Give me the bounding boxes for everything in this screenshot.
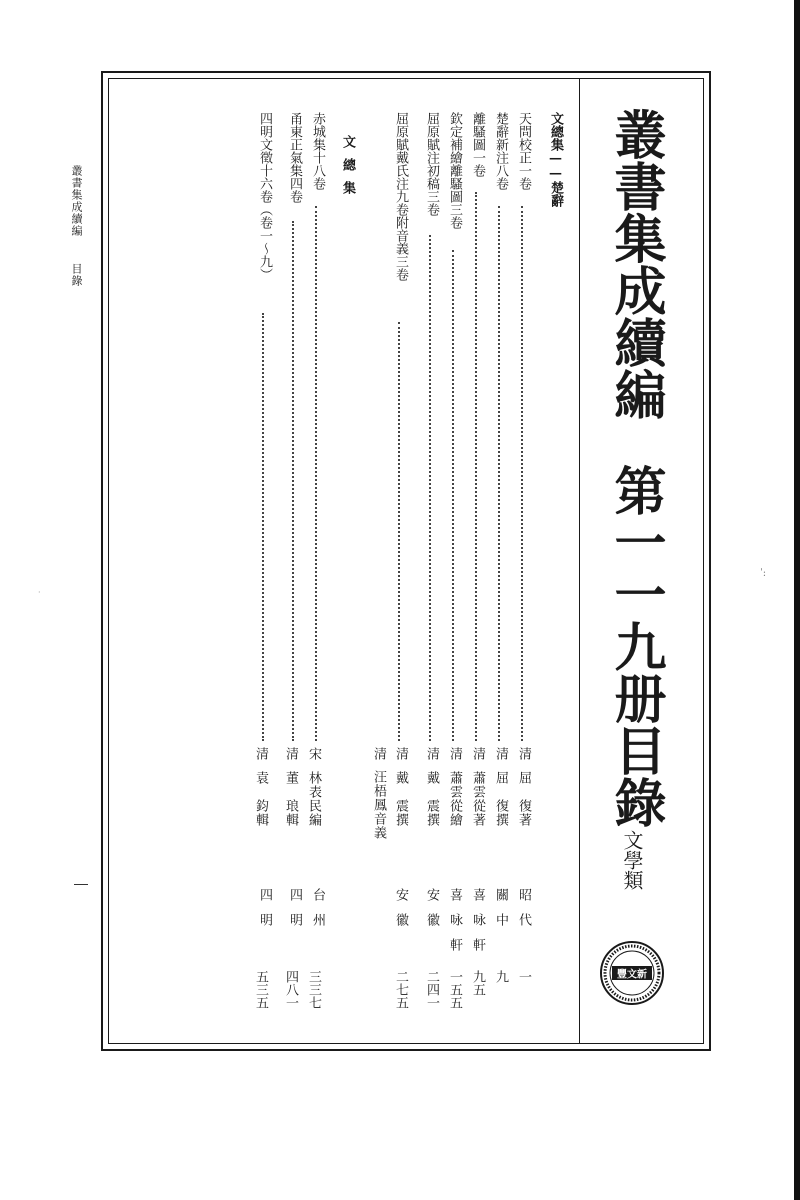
publisher-seal-icon xyxy=(599,940,665,1006)
entry-title: 楚辭新注八卷 xyxy=(493,112,508,190)
margin-dash xyxy=(74,884,88,885)
page-title xyxy=(606,108,664,828)
leader-dots xyxy=(521,206,523,741)
leader-dots xyxy=(498,206,500,741)
title-divider xyxy=(579,78,580,1044)
entry-place: 關中 xyxy=(493,888,508,938)
entry-author: 清袁 鈞輯 xyxy=(253,747,268,827)
volume-title: 第一一九册目錄 xyxy=(605,464,666,828)
entry-author-secondary: 汪梧鳳音義 xyxy=(371,770,386,840)
entry-title: 四明文徵十六卷（卷一～九） xyxy=(257,112,272,281)
leader-dots xyxy=(262,313,264,741)
entry-author: 清屈 復撰 xyxy=(493,747,508,827)
entry-title: 天問校正一卷 xyxy=(516,112,531,190)
entry-author: 清戴 震撰 xyxy=(424,747,439,827)
category-label: 文學類 xyxy=(620,830,644,890)
entry-place: 喜咏軒 xyxy=(447,888,462,963)
entry-place: 喜咏軒 xyxy=(470,888,485,963)
entry-place: 台州 xyxy=(310,888,325,938)
entry-page: 二四一 xyxy=(424,970,439,1009)
entry-page: 五三五 xyxy=(253,970,268,1009)
section-heading-general: 文總集 xyxy=(340,135,355,204)
entry-author: 清屈 復著 xyxy=(516,747,531,827)
entry-page: 一 xyxy=(516,970,531,983)
entry-author-prefix: 清 xyxy=(371,747,386,761)
spine-toc-label: 目錄 xyxy=(70,263,83,287)
entry-author: 宋林表民編 xyxy=(306,747,321,827)
spine-label xyxy=(70,165,82,287)
leader-dots xyxy=(475,192,477,741)
entry-author: 清董 琅輯 xyxy=(283,747,298,827)
entry-place: 四明 xyxy=(257,888,272,938)
scan-speck: · xyxy=(38,588,41,597)
entry-author: 清蕭雲從繪 xyxy=(447,747,462,827)
entry-page: 九五 xyxy=(470,970,485,996)
series-title: 叢書集成續編 xyxy=(605,108,666,420)
entry-page: 九 xyxy=(493,970,508,983)
scan-mark: ˈ: xyxy=(760,568,767,579)
entry-page: 二七五 xyxy=(393,970,408,1009)
entry-page: 一五五 xyxy=(447,970,462,1009)
entry-place: 昭代 xyxy=(516,888,531,938)
entry-page: 三三七 xyxy=(306,970,321,1009)
entry-place: 四明 xyxy=(287,888,302,938)
entry-author: 清蕭雲從著 xyxy=(470,747,485,827)
leader-dots xyxy=(292,221,294,741)
entry-title: 屈原賦戴氏注九卷附音義三卷 xyxy=(393,112,408,281)
leader-dots xyxy=(315,206,317,741)
entry-place: 安徽 xyxy=(424,888,439,938)
entry-title: 赤城集十八卷 xyxy=(310,112,325,190)
leader-dots xyxy=(398,322,400,741)
leader-dots xyxy=(452,250,454,741)
entry-author: 清戴 震撰 xyxy=(393,747,408,827)
section-heading-chuci: 文總集——楚辭 xyxy=(548,112,563,207)
seal-text: 豐文新 xyxy=(617,969,647,981)
entry-title: 甬東正氣集四卷 xyxy=(287,112,302,203)
entry-title: 屈原賦注初稿三卷 xyxy=(424,112,439,216)
scan-edge-bar xyxy=(794,0,800,1200)
entry-title: 離騷圖一卷 xyxy=(470,112,485,177)
entry-title: 欽定補繪離騷圖三卷 xyxy=(447,112,462,229)
spine-series: 叢書集成續編 xyxy=(70,165,83,237)
entry-page: 四八一 xyxy=(283,970,298,1009)
leader-dots xyxy=(429,235,431,741)
entry-place: 安徽 xyxy=(393,888,408,938)
